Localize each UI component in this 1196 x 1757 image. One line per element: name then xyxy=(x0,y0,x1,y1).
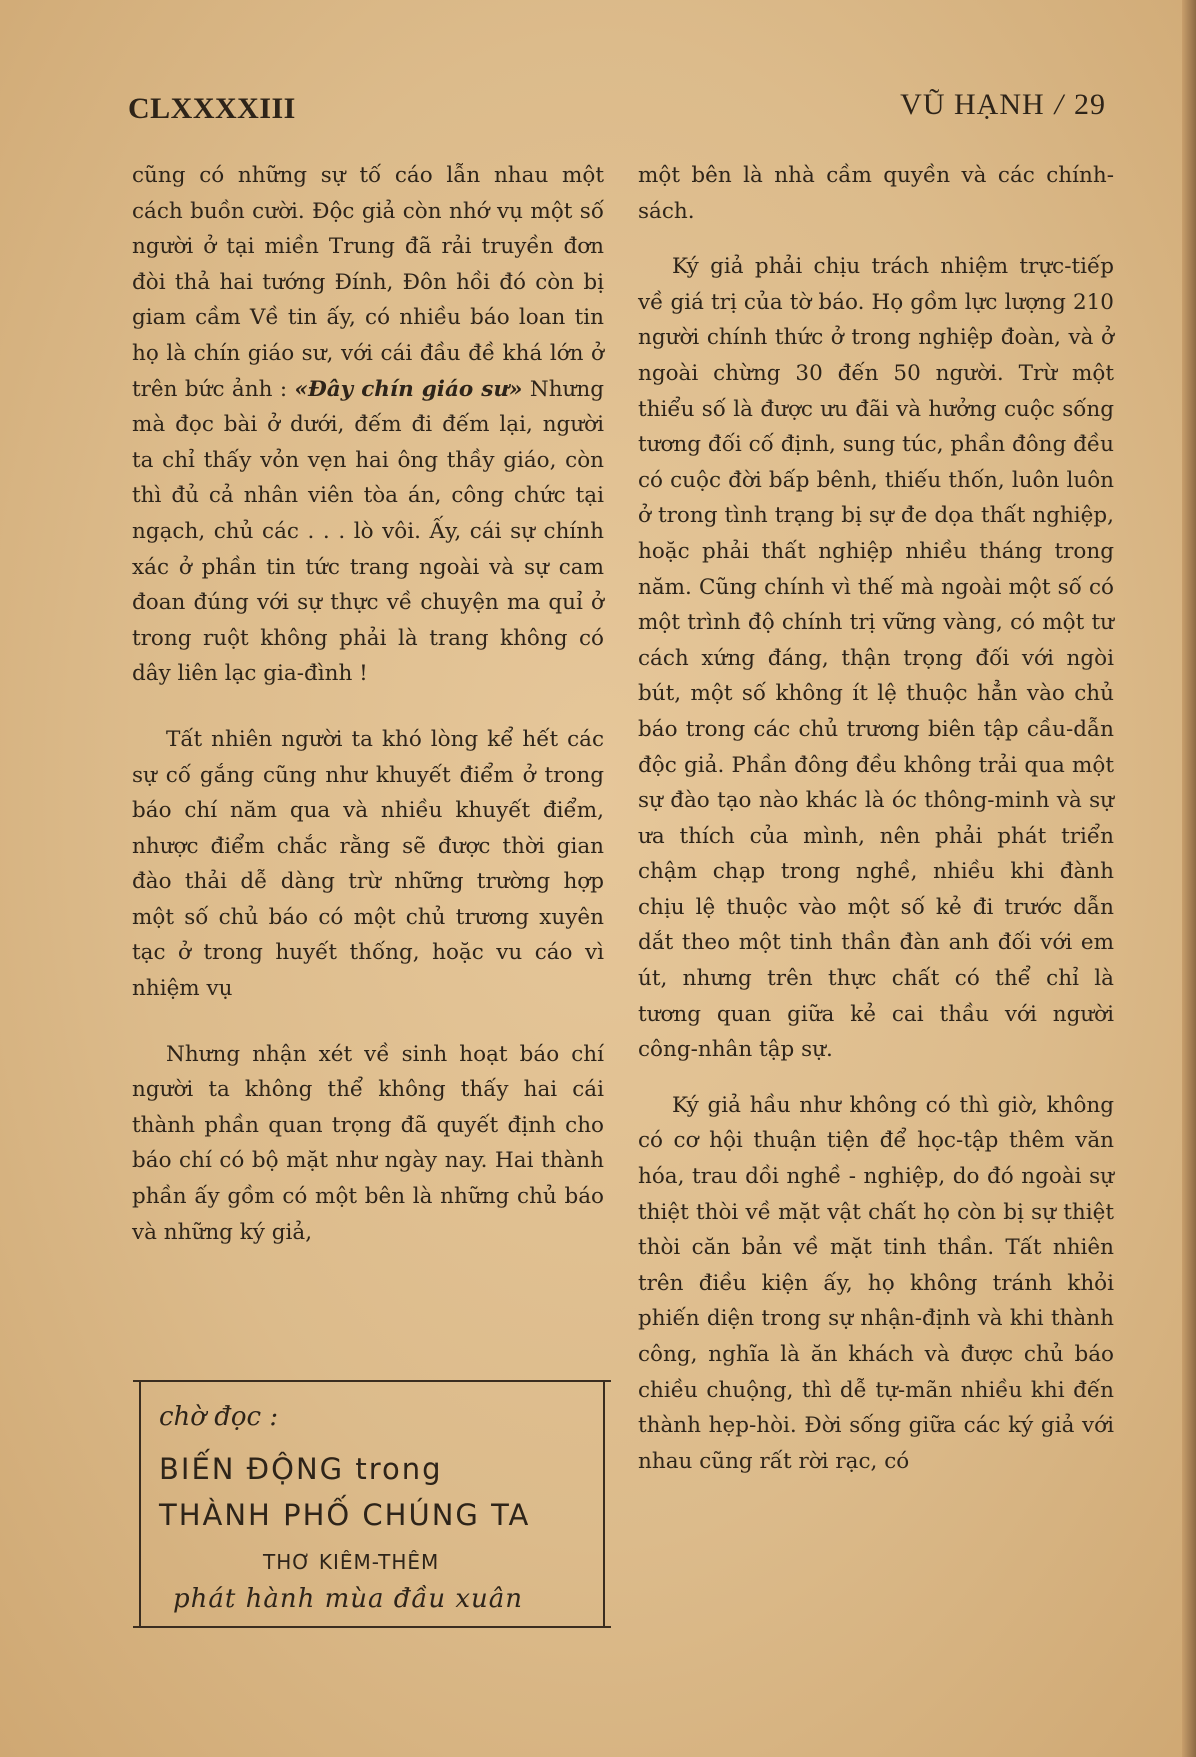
ad-title-line-2: THÀNH PHỐ CHÚNG TA xyxy=(159,1498,531,1532)
right-column xyxy=(638,158,1114,1479)
left-paragraph-1 xyxy=(132,158,604,692)
header-separator: / xyxy=(1054,88,1064,121)
quoted-headline: «Đây chín giáo sư» xyxy=(294,376,523,402)
left-paragraph-2: Tất nhiên người ta khó lòng kể hết các sự cố gắng cũng như khuyết điểm ở trong báo chí năm qua và nhiều khuyết điểm, nhược điểm chắc rằng sẽ được thời gian đào thải dễ dàng trừ những trường hợp một số chủ báo có một chủ trương xuyên tạc ở trong huyết thống, hoặc vu cáo vì nhiệm vụ xyxy=(132,726,604,1002)
ad-author: THƠ KIÊM-THÊM xyxy=(263,1550,440,1574)
book-advertisement-box xyxy=(139,1380,605,1628)
left-paragraph-1-text: cũng có những sự tố cáo lẫn nhau một cách buồn cười. Độc giả còn nhớ vụ một số người ở tại miền Trung đã rải truyền đơn đòi thả hai tướng Đính, Đôn hồi đó còn bị giam cầm Về tin ấy, có nhiều báo loan tin họ là chín giáo sư, với cái đầu đề khá lớn ở trên bức ảnh : xyxy=(132,163,604,402)
ad-title-line-1: BIẾN ĐỘNG trong xyxy=(159,1452,443,1486)
right-paragraph-2: Ký giả phải chịu trách nhiệm trực-tiếp về giá trị của tờ báo. Họ gồm lực lượng 210 người chính thức ở trong nghiệp đoàn, và ở ngoài chừng 30 đến 50 người. Trừ một thiểu số là được ưu đãi và hưởng cuộc sống tương đối cố định, sung túc, phần đông đều có cuộc đời bấp bênh, thiếu thốn, luôn luôn ở trong tình trạng bị sự đe dọa thất nghiệp, hoặc phải thất nghiệp nhiều tháng trong năm. Cũng chính vì thế mà ngoài một số có một trình độ chính trị vững vàng, có một tư cách xứng đáng, thận trọng đối với ngòi bút, một số không ít lệ thuộc hẳn vào chủ báo trong các chủ trương biên tập cầu-dẫn độc giả. Phần đông đều không trải qua một sự đào tạo nào khác là óc thông-minh và sự ưa thích của mình, nên phải phát triển chậm chạp trong nghề, nhiều khi đành chịu lệ thuộc vào một số kẻ đi trước dẫn dắt theo một tinh thần đàn anh đối với em út, nhưng trên thực chất có thể chỉ là tương quan giữa kẻ cai thầu với người công-nhân tập sự. xyxy=(638,254,1114,1063)
left-paragraph-3: Nhưng nhận xét về sinh hoạt báo chí người ta không thể không thấy hai cái thành phần quan trọng đã quyết định cho báo chí có bộ mặt như ngày nay. Hai thành phần ấy gồm có một bên là những chủ báo và những ký giả, xyxy=(132,1041,604,1245)
left-paragraph-1-end: Nhưng mà đọc bài ở dưới, đếm đi đếm lại, người ta chỉ thấy vỏn vẹn hai ông thầy giáo, còn thì đủ cả nhân viên tòa án, công chức tại ngạch, chủ các . . . lò vôi. Ấy, cái sự chính xác ở phần tin tức trang ngoài và sự cam đoan đúng với sự thực về chuyện ma quỉ ở trong ruột không phải là trang không có dây liên lạc gia-đình ! xyxy=(132,376,604,687)
page-number: 29 xyxy=(1074,88,1106,121)
ad-coming-soon: chờ đọc : xyxy=(159,1402,279,1432)
left-column xyxy=(132,158,604,1250)
ad-release-note: phát hành mùa đầu xuân xyxy=(173,1584,524,1614)
header-author: VŨ HẠNH xyxy=(900,88,1045,121)
right-paragraph-1: một bên là nhà cầm quyền và các chính-sách. xyxy=(638,163,1114,224)
issue-number: CLXXXXIII xyxy=(128,92,296,125)
running-header xyxy=(900,88,1106,122)
right-paragraph-3: Ký giả hầu như không có thì giờ, không có cơ hội thuận tiện để học-tập thêm văn hóa, trau dồi nghề - nghiệp, do đó ngoài sự thiệt thòi về mặt vật chất họ còn bị sự thiệt thòi căn bản về mặt tinh thần. Tất nhiên trên điều kiện ấy, họ không tránh khỏi phiến diện trong sự nhận-định và khi thành công, nghĩa là ăn khách và được chủ báo chiều chuộng, thì dễ tự-mãn nhiều khi đến thành hẹp-hòi. Đời sống giữa các ký giả với nhau cũng rất rời rạc, có xyxy=(638,1092,1114,1474)
